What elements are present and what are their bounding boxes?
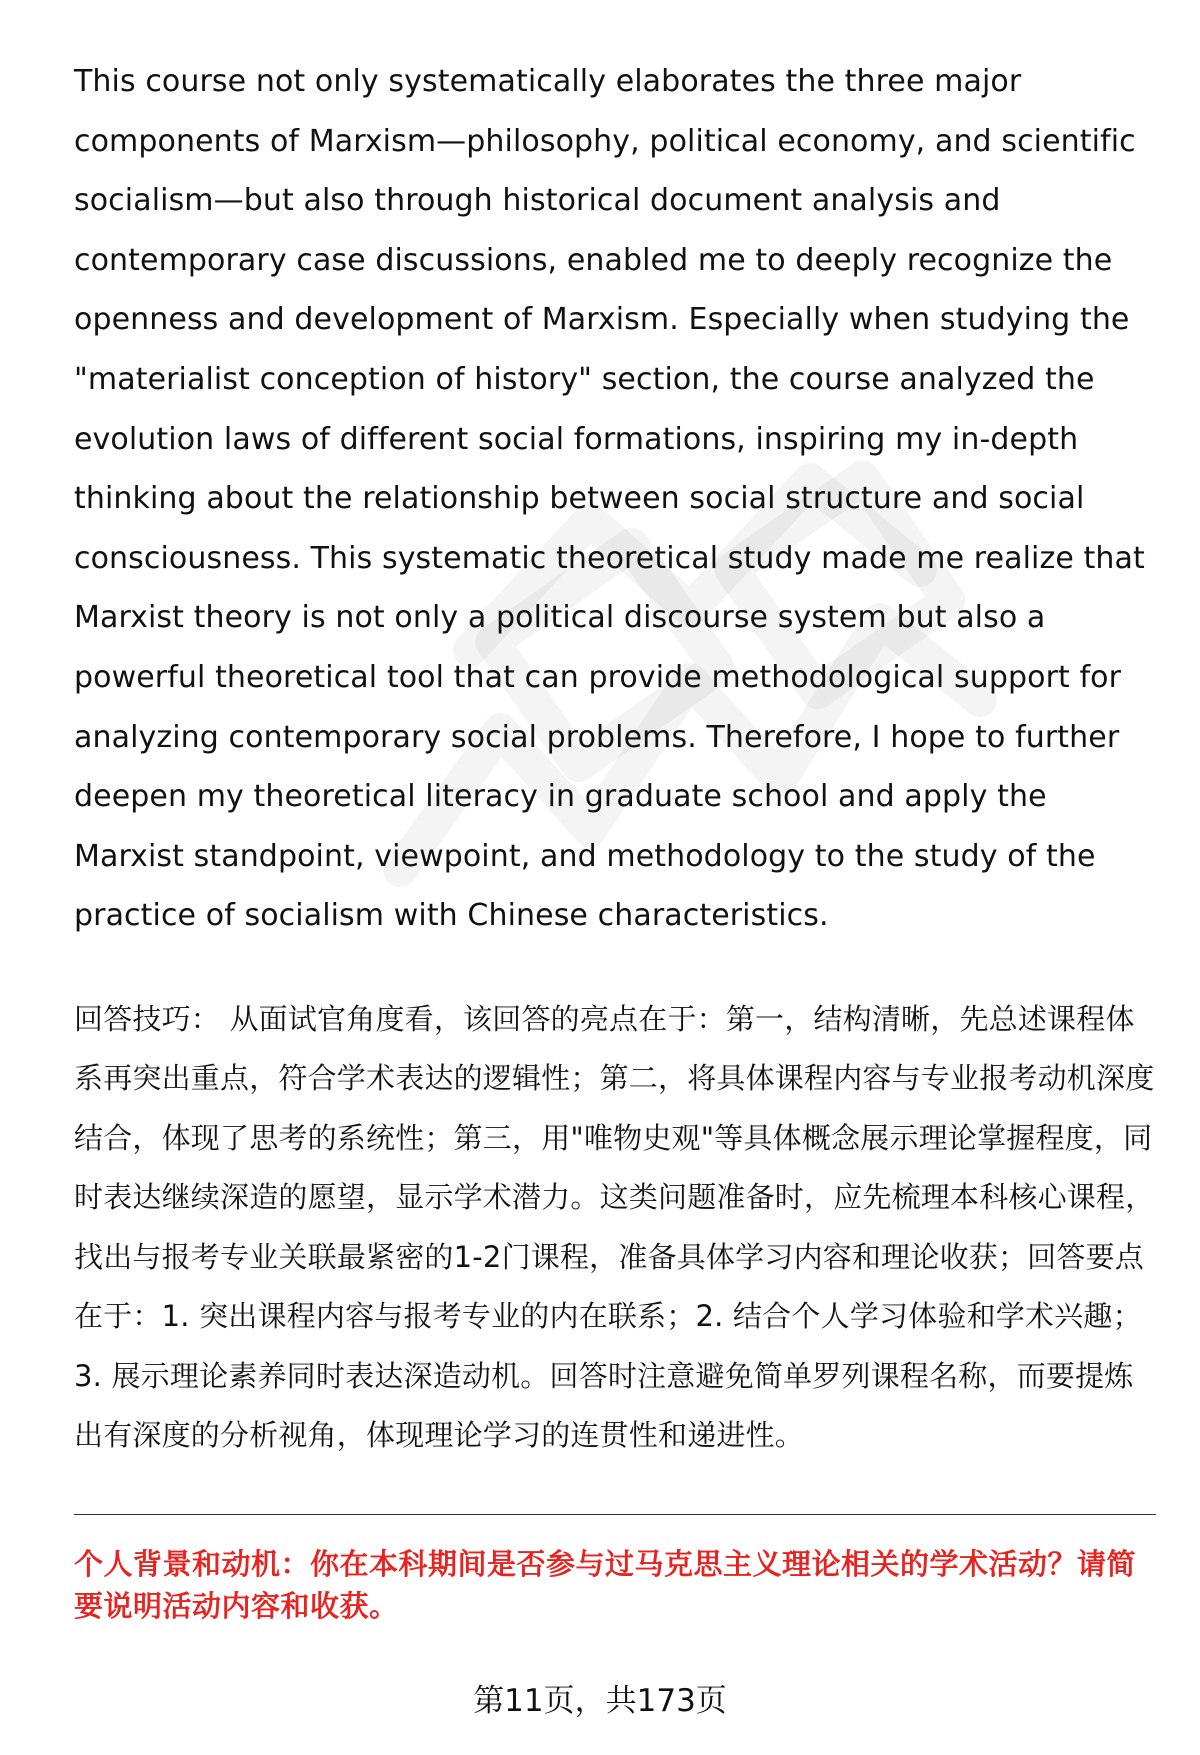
page-number: 第11页，共173页: [473, 1683, 727, 1719]
next-question-heading: 个人背景和动机：你在本科期间是否参与过马克思主义理论相关的学术活动？请简要说明活动内容和收获。: [74, 1546, 1137, 1623]
tips-text: 从面试官角度看，该回答的亮点在于：第一，结构清晰，先总述课程体系再突出重点，符合学术表达的逻辑性；第二，将具体课程内容与专业报考动机深度结合，体现了思考的系统性；第三，用"唯物史观"等具体概念展示理论掌握程度，同时表达继续深造的愿望，显示学术潜力。这类问题准备时，应先梳理本科核心课程，找出与报考专业关联最紧密的1-2门课程，准备具体学习内容和理论收获；回答要点在于：1. 突出课程内容与报考专业的内在联系；2. 结合个人学习体验和学术兴趣；3. 展示理论素养同时表达深造动机。回答时注意避免简单罗列课程名称，而要提炼出有深度的分析视角，体现理论学习的连贯性和递进性。: [74, 1001, 1155, 1453]
answer-paragraph: This course not only systematically elaborates the three major components of Marxism—philosophy, political economy, and scientific socialism—but also through historical document analysis and contemporary case discussions, enabled me to deeply recognize the openness and development of Marxism. Especially when studying the "materialist conception of history" section, the course analyzed the evolution laws of different social formations, inspiring my in-depth thinking about the relationship between social structure and social consciousness. This systematic theoretical study made me realize that Marxist theory is not only a political discourse system but also a powerful theoretical tool that can provide methodological support for analyzing contemporary social problems. Therefore, I hope to further deepen my theoretical literacy in graduate school and apply the Marxist standpoint, viewpoint, and methodology to the study of the practice of socialism with Chinese characteristics.: [74, 64, 1145, 934]
answer-tips: [74, 990, 1156, 1466]
section-divider: [74, 1514, 1156, 1515]
document-page: [74, 52, 1156, 1627]
tips-label: 回答技巧：: [74, 1001, 221, 1036]
